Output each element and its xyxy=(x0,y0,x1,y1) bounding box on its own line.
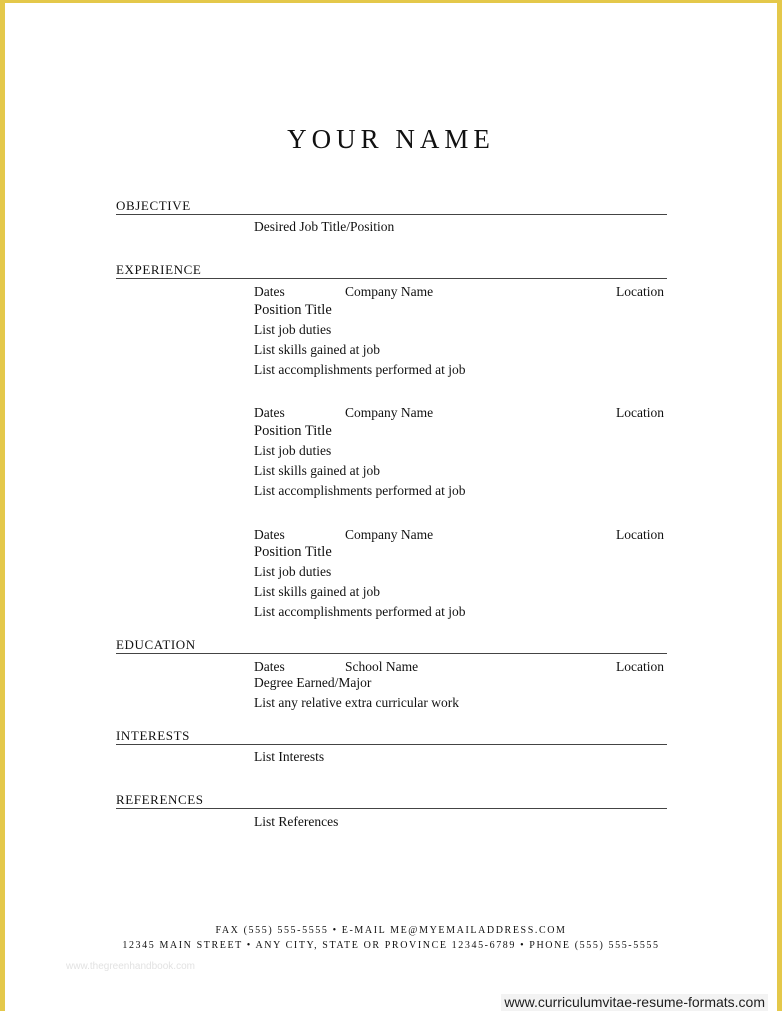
education-dates: Dates xyxy=(254,659,285,674)
job-dates: Dates xyxy=(254,527,285,542)
footer-contact-line: FAX (555) 555-5555 • E-MAIL ME@MYEMAILADDRESS.COM xyxy=(215,925,567,936)
job-location: Location xyxy=(616,284,664,299)
section-divider xyxy=(116,214,667,215)
objective-text: Desired Job Title/Position xyxy=(254,219,395,234)
education-school: School Name xyxy=(345,659,419,674)
section-divider xyxy=(116,808,667,809)
section-divider xyxy=(116,278,667,279)
job-dates: Dates xyxy=(254,284,285,299)
section-title-references: REFERENCES xyxy=(116,792,204,807)
job-accomplishments: List accomplishments performed at job xyxy=(254,604,466,619)
job-company: Company Name xyxy=(345,284,434,299)
interests-text: List Interests xyxy=(254,749,325,764)
section-title-interests: INTERESTS xyxy=(116,728,191,743)
job-accomplishments: List accomplishments performed at job xyxy=(254,483,466,498)
education-extra: List any relative extra curricular work xyxy=(254,695,460,710)
job-duties: List job duties xyxy=(254,322,332,337)
job-skills: List skills gained at job xyxy=(254,463,380,478)
job-skills: List skills gained at job xyxy=(254,584,380,599)
job-company: Company Name xyxy=(345,405,434,420)
job-location: Location xyxy=(616,405,664,420)
section-title-education: EDUCATION xyxy=(116,637,196,652)
site-watermark: www.curriculumvitae-resume-formats.com xyxy=(501,994,768,1011)
references-text: List References xyxy=(254,814,339,829)
job-duties: List job duties xyxy=(254,564,332,579)
education-degree: Degree Earned/Major xyxy=(254,675,372,690)
education-location: Location xyxy=(616,659,664,674)
job-company: Company Name xyxy=(345,527,434,542)
job-accomplishments: List accomplishments performed at job xyxy=(254,362,466,377)
section-title-objective: OBJECTIVE xyxy=(116,198,191,213)
section-title-experience: EXPERIENCE xyxy=(116,262,202,277)
resume-name: YOUR NAME xyxy=(287,124,495,154)
job-position-title: Position Title xyxy=(254,302,332,318)
section-divider xyxy=(116,744,667,745)
section-divider xyxy=(116,653,667,654)
job-duties: List job duties xyxy=(254,443,332,458)
footer-address-line: 12345 MAIN STREET • ANY CITY, STATE OR PROVINCE 12345-6789 • PHONE (555) 555-5555 xyxy=(122,940,660,951)
job-position-title: Position Title xyxy=(254,544,332,560)
job-dates: Dates xyxy=(254,405,285,420)
job-skills: List skills gained at job xyxy=(254,342,380,357)
job-location: Location xyxy=(616,527,664,542)
job-position-title: Position Title xyxy=(254,423,332,439)
faint-watermark: www.thegreenhandbook.com xyxy=(66,961,195,972)
